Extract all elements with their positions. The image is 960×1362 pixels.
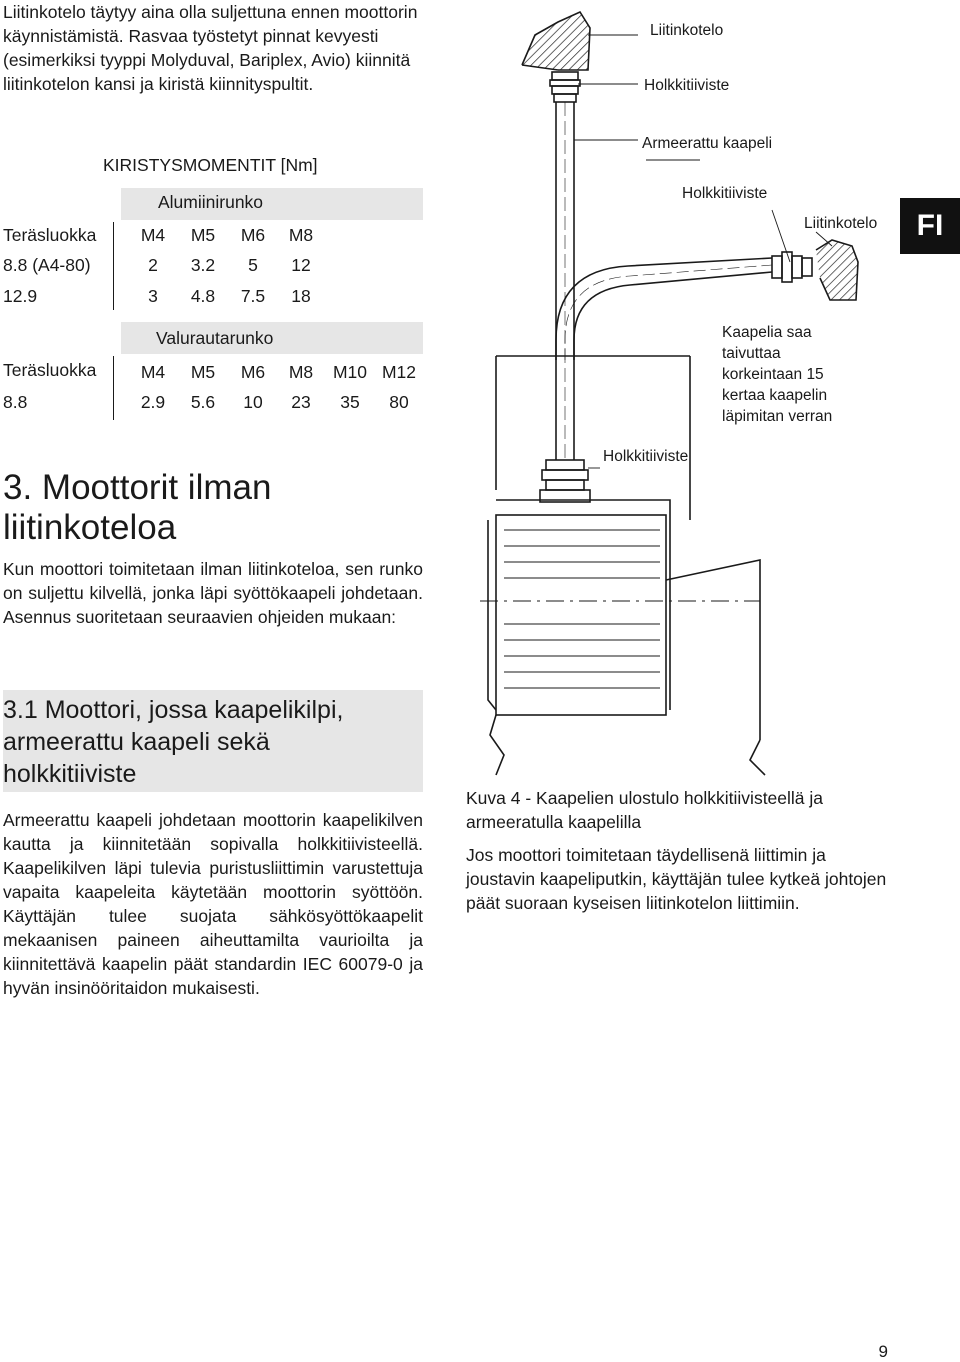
ci-value: 35 (340, 392, 360, 412)
right-paragraph: Jos moottori toimitetaan täydellisenä liittimin ja joustavin kaapeliputkin, käyttäjän tulee kytkeä johtojen päät suoraan kyseisen liitinkotelon liittimiin. (466, 845, 887, 913)
al-value: 7.5 (240, 286, 266, 306)
al-size: M8 (288, 225, 314, 245)
al-size: M4 (140, 225, 166, 245)
bend-note-line: läpimitan verran (722, 408, 833, 425)
al-value: 2 (148, 255, 158, 275)
figure-caption: Kuva 4 - Kaapelien ulostulo holkkitiivisteellä ja armeeratulla kaapelilla (466, 788, 824, 832)
section-3-heading: 3. Moottorit ilman liitinkoteloa (3, 468, 272, 547)
label-holkkitiiviste-bottom: Holkkitiiviste (603, 448, 689, 465)
label-liitinkotelo-top: Liitinkotelo (650, 22, 724, 39)
ci-value: 5.6 (190, 392, 216, 412)
intro-paragraph: Liitinkotelo täytyy aina olla suljettuna ennen moottorin käynnistämistä. Rasvaa työstetyt pinnat kevyesti (esimerkiksi tyyppi Molyduval, Bariplex, Avio) kiinnitä liitinkotelon kansi ja kiristä kiinnityspultit. (3, 2, 418, 94)
section-31-text: Armeerattu kaapeli johdetaan moottorin kaapelikilven kautta ja kiinnitetään sopivalla holkkitiivisteellä. Kaapelikilven läpi tulevia puristusliittimin varustettuja vapaita kaapeleita käytetään moottorin syöttöön. Käyttäjän tulee suojata sähkösyöttökaapelit mekaanisen paineen aiheuttamilta vaurioilta ja kiinnitettävä kaapelin päät standardin IEC 60079-0 ja hyvän insinööritaidon mukaisesti. (3, 810, 423, 998)
label-holkkitiiviste-mid: Holkkitiiviste (682, 185, 768, 202)
label-holkkitiiviste-top: Holkkitiiviste (644, 77, 730, 94)
cable-gland-figure (460, 0, 960, 780)
al-value: 18 (291, 286, 311, 306)
al-value: 3 (148, 286, 158, 306)
language-tab: FI (900, 198, 960, 254)
label-bend-note (722, 322, 832, 427)
ci-size: M6 (240, 362, 266, 382)
section-31-heading-box (3, 690, 423, 792)
torque-table-title: KIRISTYSMOMENTIT [Nm] (103, 155, 318, 175)
ci-value: 10 (243, 392, 263, 412)
ci-value: 2.9 (140, 392, 166, 412)
bend-note-line: Kaapelia saa (722, 324, 812, 341)
bend-note-line: korkeintaan 15 (722, 366, 824, 383)
al-value: 12 (291, 255, 311, 275)
al-size: M6 (240, 225, 266, 245)
ci-size: M8 (288, 362, 314, 382)
section-3-text: Kun moottori toimitetaan ilman liitinkoteloa, sen runko on suljettu kilvellä, jonka läpi syöttökaapeli johdetaan. Asennus suoritetaan seuraavien ohjeiden mukaan: (3, 559, 423, 627)
label-liitinkotelo-right: Liitinkotelo (804, 215, 878, 232)
section-31-heading: 3.1 Moottori, jossa kaapelikilpi, armeerattu kaapeli sekä holkkitiiviste (3, 696, 344, 788)
ci-size: M12 (381, 362, 417, 382)
al-value: 3.2 (190, 255, 216, 275)
torque-table (3, 150, 423, 420)
ci-size: M4 (140, 362, 166, 382)
ci-value: 23 (291, 392, 311, 412)
page-number: 9 (878, 1342, 888, 1361)
bend-note-line: kertaa kaapelin (722, 387, 828, 404)
cast-iron-divider (113, 356, 114, 420)
label-armeerattu-kaapeli: Armeerattu kaapeli (642, 135, 773, 152)
al-grade: 8.8 (A4-80) (3, 255, 91, 275)
cable-gland-drawing (460, 0, 960, 780)
ci-size: M10 (332, 362, 368, 382)
al-size: M5 (190, 225, 216, 245)
cast-iron-label-col: Teräsluokka (3, 360, 97, 380)
aluminium-label-col: Teräsluokka (3, 225, 97, 245)
al-value: 5 (248, 255, 258, 275)
ci-grade: 8.8 (3, 392, 28, 412)
aluminium-header: Alumiinirunko (158, 192, 264, 212)
bend-note-line: taivuttaa (722, 345, 781, 362)
ci-size: M5 (190, 362, 216, 382)
ci-value: 80 (389, 392, 409, 412)
aluminium-divider (113, 222, 114, 310)
al-grade: 12.9 (3, 286, 38, 306)
cast-iron-header: Valurautarunko (156, 328, 274, 348)
al-value: 4.8 (190, 286, 216, 306)
